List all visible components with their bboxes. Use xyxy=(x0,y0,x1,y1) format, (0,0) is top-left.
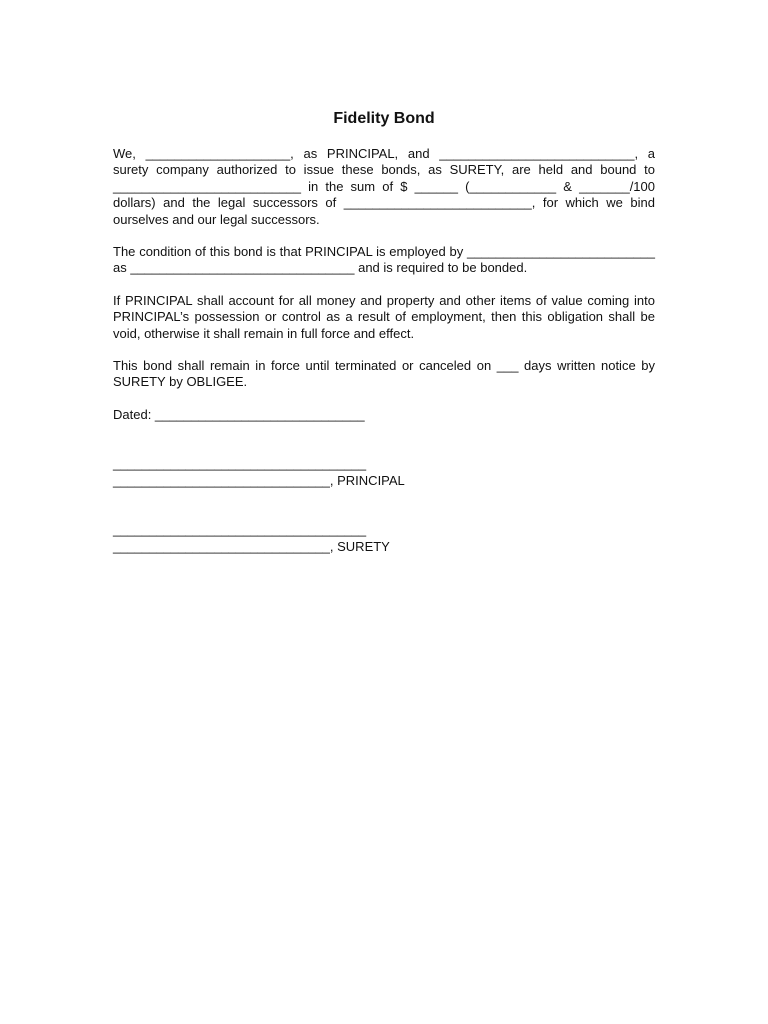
paragraph-termination: This bond shall remain in force until terminated or canceled on ___ days written notice by SURETY by OBLIGEE. xyxy=(113,358,655,390)
paragraph-parties: We, ____________________, as PRINCIPAL, and ___________________________, a surety company authorized to issue these bonds, as SURETY, are held and bound to __________________________ in the sum of $ ______ (____________ & _______/100 dollars) and the legal successors of __________________________, for which we bind ourselves and our legal successors. xyxy=(113,146,655,227)
paragraph-condition: The condition of this bond is that PRINCIPAL is employed by __________________________ as _______________________________ and is required to be bonded. xyxy=(113,244,655,276)
principal-signature-block xyxy=(113,456,655,489)
paragraph-obligation: If PRINCIPAL shall account for all money and property and other items of value coming into PRINCIPAL’s possession or control as a result of employment, then this obligation shall be void, otherwise it shall remain in full force and effect. xyxy=(113,292,655,341)
document-title: Fidelity Bond xyxy=(333,110,435,127)
principal-signature-line: ___________________________________ xyxy=(113,456,367,472)
surety-signature-block xyxy=(113,522,655,555)
dated-line: Dated: _____________________________ xyxy=(113,406,365,422)
document-page xyxy=(113,108,655,555)
surety-name-line: ______________________________, SURETY xyxy=(113,538,390,554)
principal-name-line: ______________________________, PRINCIPAL xyxy=(113,472,405,488)
surety-signature-line: ___________________________________ xyxy=(113,522,367,538)
